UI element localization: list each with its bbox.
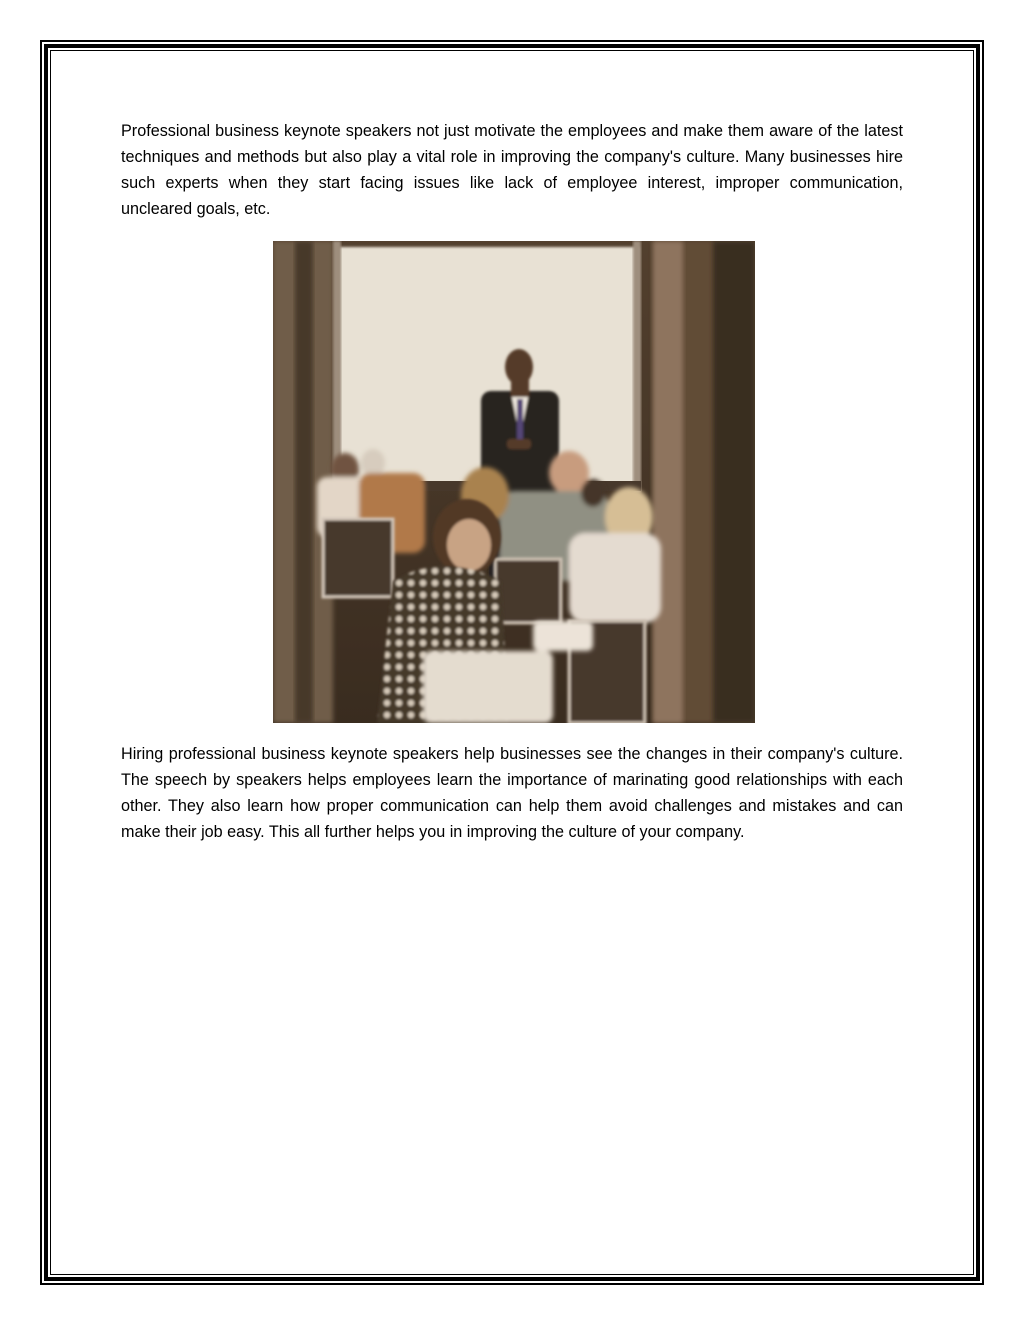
intro-paragraph: Professional business keynote speakers not just motivate the employees and make them aware of the latest techniques and methods but also play a vital role in improving the company's culture. Many businesses hire such experts when they start facing issues like lack of employee interest, improper communication, uncleared goals, etc. bbox=[121, 122, 903, 218]
keynote-speaker-photo bbox=[273, 241, 755, 723]
body-paragraph: Hiring professional business keynote speakers help businesses see the changes in their company's culture. The speech by speakers helps employees learn the importance of marinating good relationships with each other. They also learn how proper communication can help them avoid challenges and mistakes and can make their job easy. This all further helps you in improving the culture of your company. bbox=[121, 745, 903, 841]
